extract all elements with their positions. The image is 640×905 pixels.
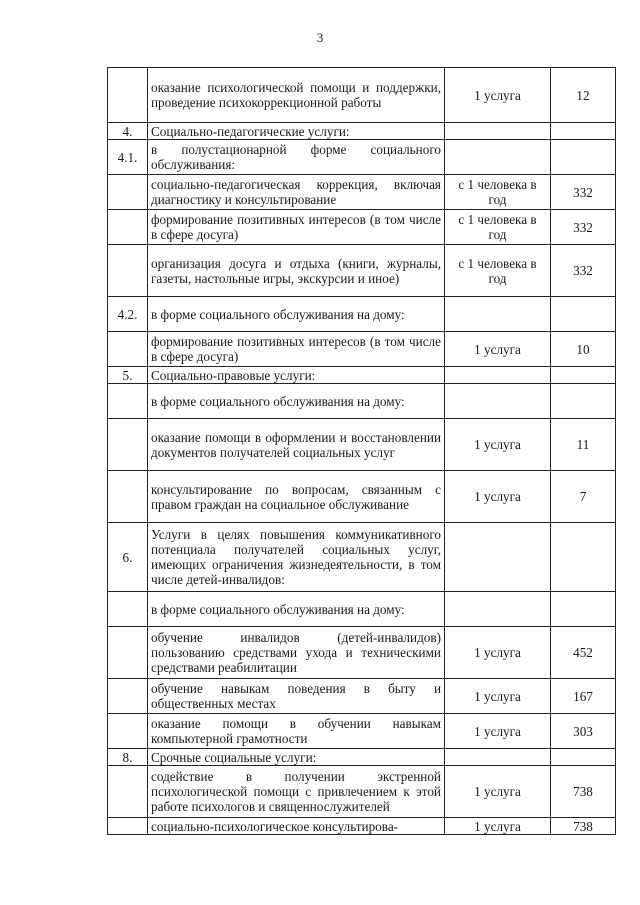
row-number [108, 245, 148, 297]
row-number: 4. [108, 123, 148, 140]
quantity-cell: 332 [551, 210, 616, 245]
table-row [108, 419, 616, 471]
service-name: содействие в получении экстренной психологической помощи с привлечением к этой работе психологов и священнослужителей [148, 766, 445, 818]
unit-cell: 1 услуга [445, 679, 551, 714]
page-number: 3 [316, 30, 324, 45]
row-number: 4.1. [108, 140, 148, 175]
subsection-title: в форме социального обслуживания на дому: [148, 297, 445, 332]
unit-cell: 1 услуга [445, 766, 551, 818]
unit-cell [445, 367, 551, 384]
unit-cell [445, 140, 551, 175]
table-row [108, 714, 616, 749]
service-name: обучение инвалидов (детей-инвалидов) пользованию средствами ухода и техническими средствами реабилитации [148, 627, 445, 679]
quantity-cell: 738 [551, 818, 616, 835]
row-number [108, 766, 148, 818]
quantity-cell: 303 [551, 714, 616, 749]
unit-cell: с 1 человека в год [445, 175, 551, 210]
quantity-cell [551, 523, 616, 592]
quantity-cell [551, 749, 616, 766]
quantity-cell: 12 [551, 68, 616, 123]
table-row [108, 332, 616, 367]
table-row [108, 766, 616, 818]
row-number: 5. [108, 367, 148, 384]
unit-cell [445, 592, 551, 627]
row-number [108, 679, 148, 714]
unit-cell [445, 384, 551, 419]
quantity-cell: 332 [551, 175, 616, 210]
quantity-cell [551, 384, 616, 419]
service-name: консультирование по вопросам, связанным с правом граждан на социальное обслуживание [148, 471, 445, 523]
table-row [108, 175, 616, 210]
quantity-cell: 452 [551, 627, 616, 679]
service-name: социально-психологическое консультирова- [148, 818, 445, 835]
table-row [108, 749, 616, 766]
quantity-cell: 167 [551, 679, 616, 714]
row-number [108, 592, 148, 627]
unit-cell: 1 услуга [445, 714, 551, 749]
row-number [108, 471, 148, 523]
subsection-title: в форме социального обслуживания на дому: [148, 384, 445, 419]
section-title: Социально-педагогические услуги: [148, 123, 445, 140]
row-number [108, 419, 148, 471]
unit-cell: 1 услуга [445, 818, 551, 835]
quantity-cell [551, 367, 616, 384]
row-number: 4.2. [108, 297, 148, 332]
quantity-cell [551, 592, 616, 627]
table-row [108, 245, 616, 297]
table-row [108, 384, 616, 419]
unit-cell [445, 523, 551, 592]
table-row [108, 367, 616, 384]
row-number [108, 627, 148, 679]
table-row [108, 627, 616, 679]
unit-cell [445, 123, 551, 140]
subsection-title: в полустационарной форме социального обслуживания: [148, 140, 445, 175]
table-row [108, 679, 616, 714]
row-number [108, 818, 148, 835]
service-name: формирование позитивных интересов (в том числе в сфере досуга) [148, 332, 445, 367]
unit-cell: 1 услуга [445, 471, 551, 523]
row-number [108, 714, 148, 749]
quantity-cell: 332 [551, 245, 616, 297]
quantity-cell: 738 [551, 766, 616, 818]
table-row [108, 140, 616, 175]
unit-cell [445, 297, 551, 332]
section-title: Социально-правовые услуги: [148, 367, 445, 384]
service-name: формирование позитивных интересов (в том числе в сфере досуга) [148, 210, 445, 245]
table-row [108, 123, 616, 140]
row-number [108, 384, 148, 419]
table-row [108, 68, 616, 123]
service-name: оказание помощи в оформлении и восстановлении документов получателей социальных услуг [148, 419, 445, 471]
unit-cell: 1 услуга [445, 627, 551, 679]
table-row [108, 523, 616, 592]
quantity-cell: 7 [551, 471, 616, 523]
row-number [108, 332, 148, 367]
service-name: социально-педагогическая коррекция, включая диагностику и консультирование [148, 175, 445, 210]
row-number: 8. [108, 749, 148, 766]
section-title: Срочные социальные услуги: [148, 749, 445, 766]
quantity-cell [551, 297, 616, 332]
table-row [108, 297, 616, 332]
service-name: обучение навыкам поведения в быту и общественных местах [148, 679, 445, 714]
unit-cell: с 1 человека в год [445, 210, 551, 245]
unit-cell: 1 услуга [445, 419, 551, 471]
unit-cell: 1 услуга [445, 332, 551, 367]
row-number [108, 68, 148, 123]
quantity-cell [551, 140, 616, 175]
quantity-cell [551, 123, 616, 140]
unit-cell: с 1 человека в год [445, 245, 551, 297]
service-name: организация досуга и отдыха (книги, журналы, газеты, настольные игры, экскурсии и иное) [148, 245, 445, 297]
service-name: оказание психологической помощи и поддержки, проведение психокоррекционной работы [148, 68, 445, 123]
table-row [108, 818, 616, 835]
section-title: Услуги в целях повышения коммуникативного потенциала получателей социальных услуг, имеющих ограничения жизнедеятельности, в том числе детей-инвалидов: [148, 523, 445, 592]
service-name: оказание помощи в обучении навыкам компьютерной грамотности [148, 714, 445, 749]
table-row [108, 210, 616, 245]
quantity-cell: 10 [551, 332, 616, 367]
unit-cell: 1 услуга [445, 68, 551, 123]
unit-cell [445, 749, 551, 766]
row-number: 6. [108, 523, 148, 592]
quantity-cell: 11 [551, 419, 616, 471]
row-number [108, 175, 148, 210]
services-table [107, 67, 616, 835]
row-number [108, 210, 148, 245]
table-row [108, 592, 616, 627]
subsection-title: в форме социального обслуживания на дому: [148, 592, 445, 627]
table-row [108, 471, 616, 523]
